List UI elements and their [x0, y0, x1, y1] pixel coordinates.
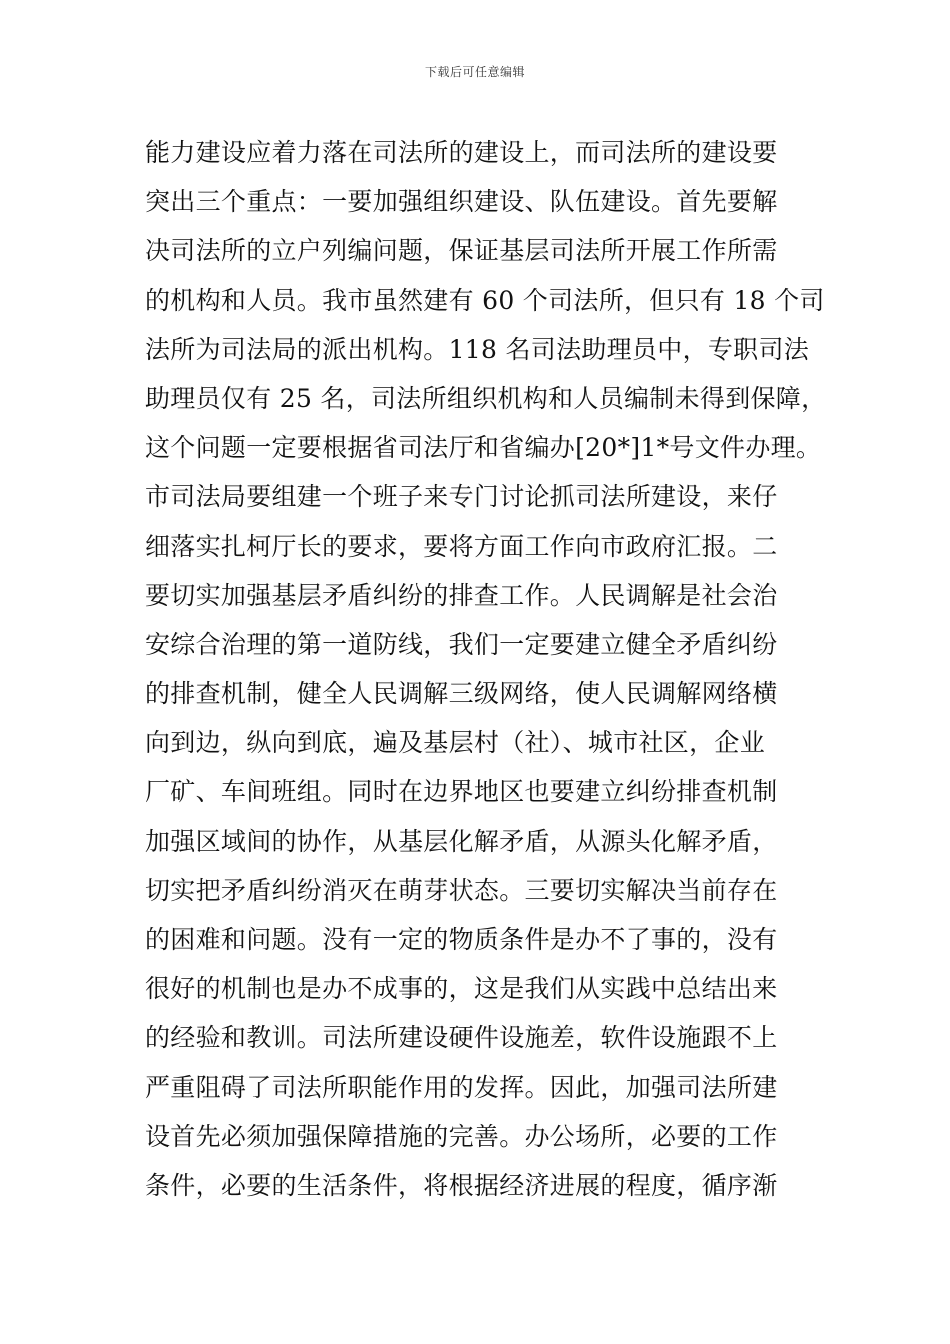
text-line: 严重阻碍了司法所职能作用的发挥。因此，加强司法所建 [145, 1072, 778, 1102]
text-line: 市司法局要组建一个班子来专门讨论抓司法所建设，来仔 [145, 482, 778, 512]
text-line: 的困难和问题。没有一定的物质条件是办不了事的，没有 [145, 925, 778, 954]
text-line: 很好的机制也是办不成事的，这是我们从实践中总结出来 [145, 974, 778, 1004]
text-line: 切实把矛盾纠纷消灭在萌芽状态。三要切实解决当前存在 [145, 875, 778, 905]
text-line: 加强区域间的协作，从基层化解矛盾，从源头化解矛盾， [145, 826, 778, 856]
text-line: 的经验和教训。司法所建设硬件设施差，软件设施跟不上 [145, 1023, 778, 1053]
text-line: 安综合治理的第一道防线，我们一定要建立健全矛盾纠纷 [145, 629, 778, 659]
text-line: 的排查机制，健全人民调解三级网络，使人民调解网络横 [145, 679, 778, 709]
body-text [145, 128, 845, 1210]
text-line: 细落实扎柯厅长的要求，要将方面工作向市政府汇报。二 [145, 531, 778, 561]
text-line: 要切实加强基层矛盾纠纷的排查工作。人民调解是社会治 [145, 580, 778, 610]
text-line: 突出三个重点：一要加强组织建设、队伍建设。首先要解 [145, 187, 778, 217]
text-line: 能力建设应着力落在司法所的建设上，而司法所的建设要 [145, 138, 778, 167]
text-line: 的机构和人员。我市虽然建有 60 个司法所，但只有 18 个司 [145, 285, 825, 315]
text-line: 条件，必要的生活条件，将根据经济进展的程度，循序渐 [145, 1170, 778, 1200]
text-line: 这个问题一定要根据省司法厅和省编办[20*]1*号文件办理。 [145, 433, 822, 463]
text-line: 决司法所的立户列编问题，保证基层司法所开展工作所需 [145, 236, 778, 266]
text-line: 厂矿、车间班组。同时在边界地区也要建立纠纷排查机制 [145, 777, 778, 807]
page-header: 下载后可任意编辑 [424, 65, 525, 79]
text-line: 法所为司法局的派出机构。118 名司法助理员中，专职司法 [145, 334, 810, 364]
text-line: 助理员仅有 25 名，司法所组织机构和人员编制未得到保障， [145, 383, 827, 413]
text-line: 设首先必须加强保障措施的完善。办公场所，必要的工作 [145, 1121, 778, 1151]
text-line: 向到边，纵向到底，遍及基层村（社）、城市社区，企业 [145, 728, 766, 758]
